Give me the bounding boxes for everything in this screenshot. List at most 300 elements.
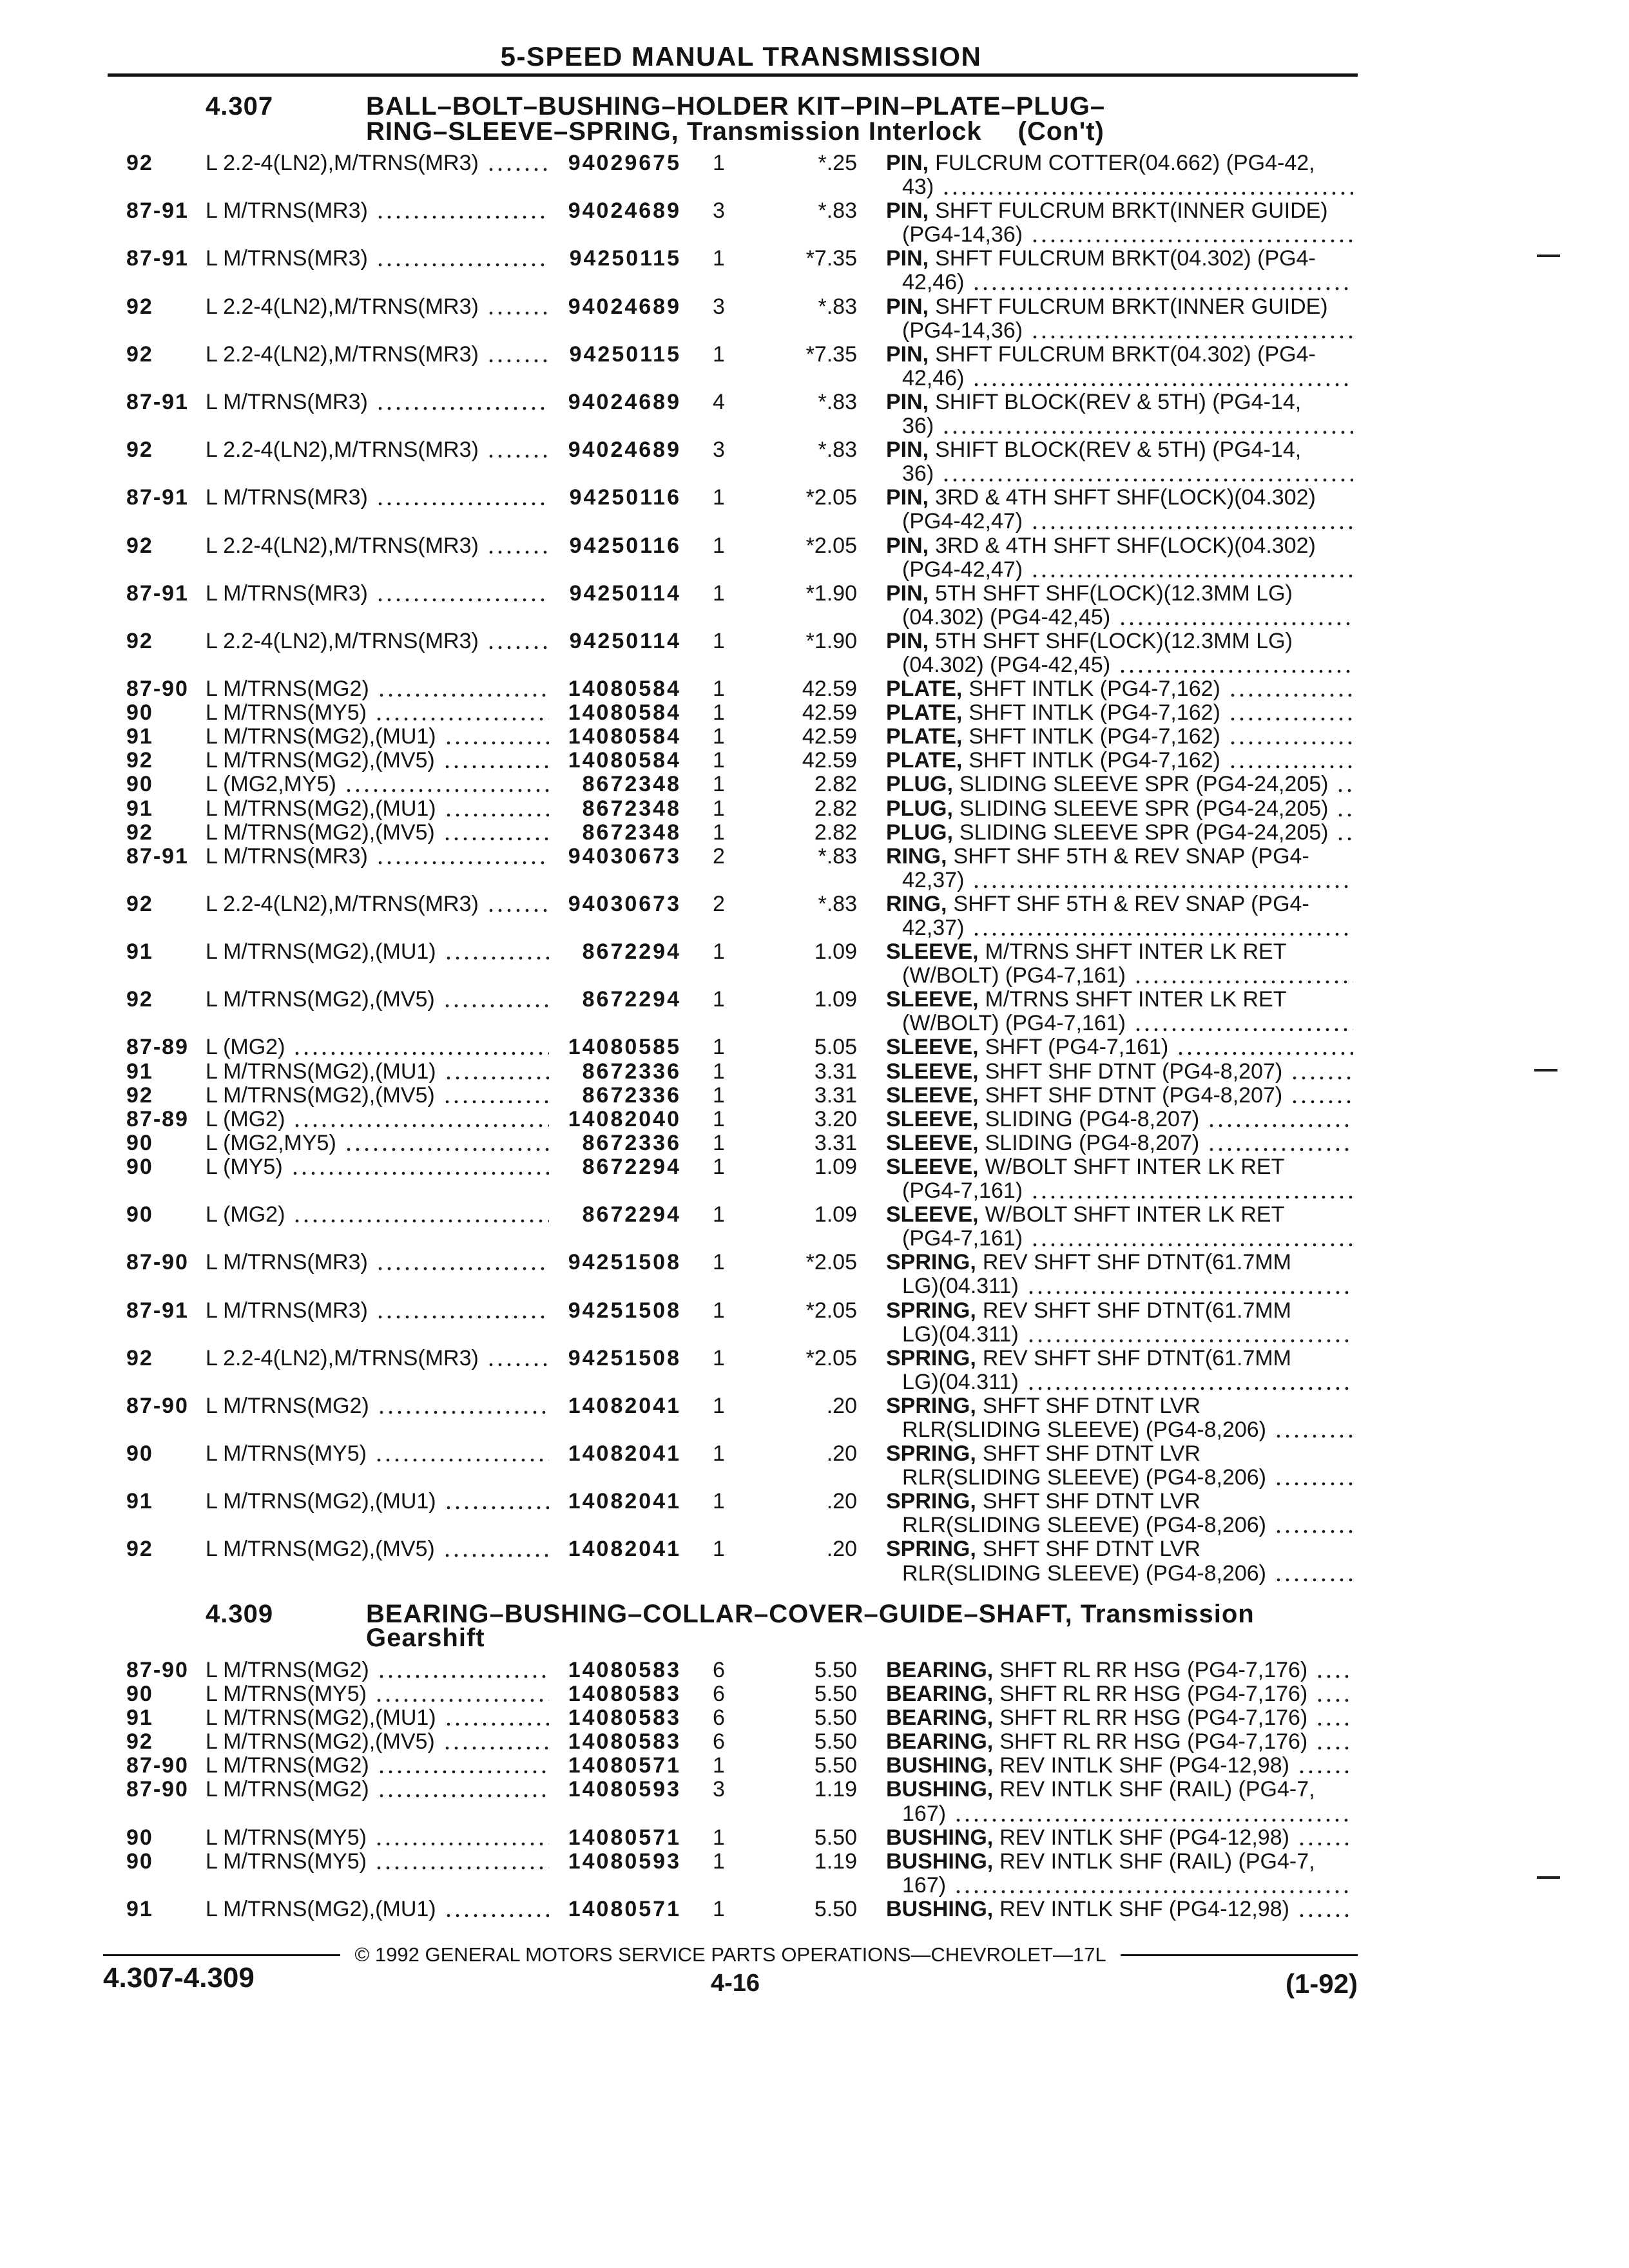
model-application [203, 534, 559, 558]
description-line [886, 1850, 1353, 1874]
quantity: 1 [713, 820, 725, 845]
model-application [203, 892, 559, 916]
part-number: 8672294 [582, 940, 681, 965]
dot-leader [1296, 1898, 1353, 1921]
dot-leader [374, 247, 549, 271]
description-continuation-line [886, 1418, 1353, 1442]
part-noun: SPRING, [886, 1537, 976, 1562]
part-row [126, 773, 1353, 796]
model-text: L (MY5) [206, 1155, 283, 1179]
part-noun: SLEEVE, [886, 1059, 979, 1084]
model-text: L M/TRNS(MG2),(MU1) [206, 1897, 436, 1921]
dot-leader [485, 534, 549, 558]
description-line [886, 199, 1353, 223]
description-continuation-line [886, 1514, 1353, 1537]
dot-leader [376, 1778, 549, 1802]
part-number: 94250114 [569, 581, 681, 606]
model-year: 91 [126, 1059, 153, 1084]
dot-leader [1314, 1706, 1353, 1730]
dot-leader [970, 367, 1353, 390]
quantity: 1 [713, 1131, 725, 1155]
price: *2.05 [805, 1298, 857, 1323]
part-number: 8672348 [582, 820, 681, 845]
description-continuation: 167) [902, 1873, 947, 1898]
description-text: SHFT SHF DTNT LVR [982, 1442, 1200, 1466]
part-description [857, 1706, 1353, 1730]
part-description [857, 1850, 1353, 1898]
part-row [126, 1706, 1353, 1730]
part-noun: PIN, [886, 151, 929, 175]
model-text: L M/TRNS(MG2),(MV5) [206, 1730, 435, 1754]
model-year: 87-90 [126, 1394, 189, 1418]
part-description [857, 773, 1353, 796]
part-description [857, 534, 1353, 582]
part-row [126, 295, 1353, 343]
part-row [126, 199, 1353, 247]
dot-leader [940, 462, 1353, 486]
description-line [886, 773, 1353, 796]
part-number: 94250115 [569, 342, 681, 367]
model-text: L M/TRNS(MG2) [206, 677, 369, 702]
part-noun: SPRING, [886, 1346, 976, 1370]
quantity: 1 [713, 629, 725, 653]
section-number: 4.309 [206, 1600, 274, 1628]
description-line [886, 725, 1353, 749]
model-text: L M/TRNS(MG2),(MU1) [206, 796, 436, 821]
dot-leader [952, 1802, 1353, 1826]
model-text: L 2.2-4(LN2),M/TRNS(MR3) [206, 629, 479, 653]
model-application [203, 438, 559, 462]
description-continuation-line [886, 175, 1353, 199]
dot-leader [940, 414, 1353, 438]
part-number: 14080571 [568, 1825, 681, 1850]
description-text: REV SHFT SHF DTNT(61.7MM [982, 1298, 1291, 1323]
part-description [857, 988, 1353, 1035]
model-application [203, 343, 559, 367]
quantity: 1 [713, 1107, 725, 1131]
description-line [886, 1898, 1353, 1921]
part-noun: SLEEVE, [886, 1131, 979, 1155]
dot-leader [373, 1682, 549, 1706]
price: 5.50 [814, 1897, 857, 1921]
part-noun: PIN, [886, 629, 929, 653]
price: 5.50 [814, 1730, 857, 1754]
quantity: 4 [713, 390, 725, 414]
dot-leader [374, 486, 549, 510]
price: 3.31 [814, 1083, 857, 1108]
model-application [203, 1394, 559, 1418]
model-text: L M/TRNS(MG2) [206, 1658, 369, 1682]
description-text: REV SHFT SHF DTNT(61.7MM [982, 1346, 1291, 1370]
model-year: 91 [126, 1897, 153, 1921]
quantity: 3 [713, 1778, 725, 1802]
model-year: 87-91 [126, 247, 189, 271]
description-text: REV INTLK SHF (RAIL) (PG4-7, [999, 1849, 1315, 1874]
part-row [126, 1682, 1353, 1706]
description-line [886, 1754, 1353, 1778]
part-number: 94250115 [569, 247, 681, 271]
part-number: 8672336 [582, 1083, 681, 1108]
model-year: 87-91 [126, 486, 189, 510]
model-year: 87-91 [126, 1298, 189, 1323]
description-text: SHFT SHF 5TH & REV SNAP (PG4- [953, 844, 1309, 869]
part-description [857, 725, 1353, 749]
dot-leader [1273, 1466, 1353, 1490]
description-text: REV INTLK SHF (PG4-12,98) [999, 1897, 1289, 1921]
price: 3.31 [814, 1059, 857, 1084]
dot-leader [441, 988, 549, 1012]
description-continuation: (PG4-7,161) [902, 1179, 1023, 1204]
part-noun: PIN, [886, 533, 929, 558]
description-line [886, 1394, 1353, 1418]
quantity: 1 [713, 151, 725, 175]
model-application [203, 845, 559, 869]
quantity: 1 [713, 988, 725, 1012]
dot-leader [1025, 1370, 1353, 1394]
part-noun: PLATE, [886, 701, 963, 726]
page-title: 5-SPEED MANUAL TRANSMISSION [500, 41, 982, 72]
model-year: 92 [126, 1083, 153, 1108]
part-row [126, 1730, 1353, 1754]
model-year: 92 [126, 1537, 153, 1562]
quantity: 1 [713, 701, 725, 726]
dot-leader [485, 438, 549, 462]
description-text: W/BOLT SHFT INTER LK RET [985, 1155, 1285, 1179]
quantity: 1 [713, 342, 725, 367]
dot-leader [374, 1299, 549, 1323]
model-year: 91 [126, 725, 153, 749]
quantity: 6 [713, 1658, 725, 1682]
dot-leader [952, 1874, 1353, 1898]
description-line [886, 988, 1353, 1012]
description-text: SHFT FULCRUM BRKT(04.302) (PG4- [935, 342, 1316, 367]
part-number: 94024689 [568, 390, 681, 414]
model-year: 87-90 [126, 1754, 189, 1778]
dot-leader [376, 1754, 549, 1778]
part-noun: PIN, [886, 342, 929, 367]
model-year: 92 [126, 151, 153, 175]
description-line [886, 247, 1353, 271]
price: *2.05 [805, 486, 857, 510]
quantity: 1 [713, 1298, 725, 1323]
description-line [886, 1347, 1353, 1370]
section-number: 4.307 [206, 92, 274, 120]
dot-leader [485, 151, 549, 175]
description-line [886, 701, 1353, 725]
part-row [126, 343, 1353, 390]
model-application [203, 1084, 559, 1108]
part-description [857, 821, 1353, 845]
description-continuation: (PG4-14,36) [902, 223, 1023, 247]
description-continuation-line [886, 462, 1353, 486]
quantity: 1 [713, 1155, 725, 1179]
part-description [857, 1251, 1353, 1298]
description-line [886, 892, 1353, 916]
model-application [203, 582, 559, 606]
description-continuation: 42,37) [902, 868, 965, 892]
description-line [886, 1299, 1353, 1323]
part-row [126, 1108, 1353, 1131]
dot-leader [1335, 797, 1353, 821]
model-text: L M/TRNS(MG2),(MU1) [206, 1490, 436, 1514]
part-row [126, 1826, 1353, 1850]
price: 1.19 [814, 1778, 857, 1802]
model-year: 87-89 [126, 1035, 189, 1060]
price: .20 [826, 1490, 857, 1514]
description-line [886, 1131, 1353, 1155]
model-year: 92 [126, 988, 153, 1012]
dot-leader [376, 677, 549, 701]
model-application [203, 1682, 559, 1706]
dot-leader [443, 725, 549, 749]
part-description [857, 582, 1353, 629]
part-number: 8672348 [582, 796, 681, 821]
section-title [366, 94, 1105, 144]
part-noun: PIN, [886, 438, 929, 463]
description-line [886, 582, 1353, 606]
price: 5.05 [814, 1035, 857, 1060]
dot-leader [443, 1898, 549, 1921]
part-row [126, 1394, 1353, 1442]
dot-leader [291, 1108, 549, 1131]
price: *2.05 [805, 1346, 857, 1370]
copyright-notice: © 1992 GENERAL MOTORS SERVICE PARTS OPERATIONS—CHEVROLET—17L [354, 1943, 1106, 1966]
dot-leader [1132, 964, 1353, 988]
model-text: L M/TRNS(MY5) [206, 1849, 367, 1874]
part-description [857, 845, 1353, 892]
description-continuation: LG)(04.311) [902, 1274, 1019, 1299]
quantity: 1 [713, 940, 725, 965]
model-text: L M/TRNS(MY5) [206, 701, 367, 726]
part-number: 14082041 [568, 1537, 681, 1562]
dot-leader [970, 869, 1353, 892]
model-year: 92 [126, 294, 153, 319]
description-text: SHFT RL RR HSG (PG4-7,176) [999, 1730, 1308, 1754]
price: *.83 [818, 844, 857, 869]
description-text: REV INTLK SHF (PG4-12,98) [999, 1754, 1289, 1778]
part-noun: BUSHING, [886, 1849, 994, 1874]
model-year: 90 [126, 1442, 153, 1466]
part-description [857, 343, 1353, 390]
description-continuation-line [886, 916, 1353, 940]
model-text: L M/TRNS(MG2),(MU1) [206, 1706, 436, 1731]
section-title-text: RING–SLEEVE–SPRING, Transmission Interlock [366, 117, 982, 146]
quantity: 1 [713, 1203, 725, 1227]
dot-leader [441, 1730, 549, 1754]
description-continuation-line [886, 558, 1353, 582]
part-row [126, 1203, 1353, 1251]
description-text: SHFT SHF DTNT (PG4-8,207) [985, 1083, 1283, 1108]
part-noun: SLEEVE, [886, 1107, 979, 1131]
dot-leader [373, 701, 549, 725]
description-continuation-line [886, 510, 1353, 533]
description-line [886, 1537, 1353, 1561]
model-text: L M/TRNS(MY5) [206, 1682, 367, 1707]
model-year: 87-90 [126, 1658, 189, 1682]
price: 1.19 [814, 1849, 857, 1874]
description-continuation: RLR(SLIDING SLEEVE) (PG4-8,206) [902, 1514, 1266, 1538]
description-continuation: 42,46) [902, 271, 965, 295]
description-text: SHFT RL RR HSG (PG4-7,176) [999, 1706, 1308, 1731]
part-row [126, 629, 1353, 677]
dot-leader [441, 1537, 549, 1561]
dot-leader [373, 1850, 549, 1874]
model-year: 91 [126, 1706, 153, 1731]
footer-rule-right [1121, 1954, 1358, 1956]
part-row [126, 845, 1353, 892]
price: *2.05 [805, 533, 857, 558]
description-continuation: (W/BOLT) (PG4-7,161) [902, 1012, 1126, 1036]
part-noun: PLUG, [886, 773, 953, 797]
description-continuation: (W/BOLT) (PG4-7,161) [902, 964, 1126, 988]
dot-leader [1025, 1323, 1353, 1347]
footer [103, 1962, 1358, 1999]
part-row [126, 1898, 1353, 1921]
dot-leader [1335, 773, 1353, 796]
part-number: 14080583 [568, 1682, 681, 1707]
description-line [886, 438, 1353, 462]
part-row [126, 1754, 1353, 1778]
price: 42.59 [802, 725, 857, 749]
description-continuation-line [886, 1562, 1353, 1586]
parts-list [126, 1658, 1353, 1921]
model-text: L (MG2) [206, 1107, 285, 1131]
description-continuation: (PG4-42,47) [902, 510, 1023, 534]
part-description [857, 390, 1353, 438]
description-text: 5TH SHFT SHF(LOCK)(12.3MM LG) [935, 581, 1293, 606]
price: .20 [826, 1442, 857, 1466]
part-description [857, 1131, 1353, 1155]
model-text: L 2.2-4(LN2),M/TRNS(MR3) [206, 294, 479, 319]
dot-leader [373, 1442, 549, 1466]
model-text: L M/TRNS(MG2),(MV5) [206, 749, 435, 773]
description-continuation-line [886, 414, 1353, 438]
model-text: L (MG2) [206, 1035, 285, 1060]
part-row [126, 892, 1353, 940]
price: .20 [826, 1394, 857, 1418]
price: 2.82 [814, 773, 857, 797]
part-number: 94250114 [569, 629, 681, 653]
dot-leader [376, 1658, 549, 1682]
part-number: 94024689 [568, 294, 681, 319]
dot-leader [374, 390, 549, 414]
dot-leader [1296, 1754, 1353, 1778]
section-title-line: BEARING–BUSHING–COLLAR–COVER–GUIDE–SHAFT, Transmission [366, 1600, 1255, 1628]
part-description [857, 438, 1353, 486]
quantity: 1 [713, 1059, 725, 1084]
description-text: SHFT SHF DTNT LVR [982, 1537, 1200, 1562]
description-line [886, 1658, 1353, 1682]
part-number: 14082041 [568, 1442, 681, 1466]
description-text: SLIDING (PG4-8,207) [985, 1107, 1200, 1131]
price: *.83 [818, 199, 857, 224]
part-number: 14080583 [568, 1706, 681, 1731]
part-row [126, 1251, 1353, 1298]
part-number: 94251508 [568, 1251, 681, 1275]
dot-leader [443, 1060, 549, 1084]
quantity: 3 [713, 199, 725, 224]
quantity: 1 [713, 1849, 725, 1874]
dot-leader [1029, 1227, 1353, 1251]
dot-leader [1227, 701, 1353, 725]
description-text: SHFT INTLK (PG4-7,162) [969, 725, 1220, 749]
part-noun: SPRING, [886, 1442, 976, 1466]
dot-leader [443, 1490, 549, 1514]
model-application [203, 701, 559, 725]
description-text: SLIDING (PG4-8,207) [985, 1131, 1200, 1155]
model-year: 87-90 [126, 1251, 189, 1275]
price: *.83 [818, 892, 857, 916]
description-text: SHFT RL RR HSG (PG4-7,176) [999, 1658, 1308, 1682]
part-noun: SPRING, [886, 1394, 976, 1418]
model-application [203, 1299, 559, 1323]
dot-leader [1296, 1826, 1353, 1850]
model-text: L M/TRNS(MG2),(MV5) [206, 1537, 435, 1562]
part-number: 14080571 [568, 1897, 681, 1921]
part-description [857, 199, 1353, 247]
quantity: 6 [713, 1682, 725, 1707]
part-number: 8672294 [582, 1155, 681, 1179]
description-text: W/BOLT SHFT INTER LK RET [985, 1203, 1285, 1227]
part-noun: SLEEVE, [886, 1083, 979, 1108]
quantity: 1 [713, 1442, 725, 1466]
part-description [857, 1060, 1353, 1084]
part-number: 8672348 [582, 773, 681, 797]
part-row [126, 821, 1353, 845]
description-line [886, 486, 1353, 510]
description-continuation-line [886, 1012, 1353, 1035]
part-row [126, 988, 1353, 1035]
dot-leader [1227, 749, 1353, 773]
description-line [886, 1706, 1353, 1730]
description-continuation-line [886, 1179, 1353, 1203]
quantity: 1 [713, 486, 725, 510]
part-noun: PLATE, [886, 749, 963, 773]
parts-list [126, 151, 1353, 1586]
model-text: L M/TRNS(MG2) [206, 1778, 369, 1802]
model-year: 91 [126, 940, 153, 965]
margin-mark [1534, 1069, 1557, 1072]
description-text: 5TH SHFT SHF(LOCK)(12.3MM LG) [935, 629, 1293, 653]
description-text: SHFT RL RR HSG (PG4-7,176) [999, 1682, 1308, 1707]
part-number: 14080583 [568, 1658, 681, 1682]
model-text: L M/TRNS(MR3) [206, 247, 368, 271]
quantity: 6 [713, 1730, 725, 1754]
part-number: 14080593 [568, 1778, 681, 1802]
model-year: 90 [126, 1131, 153, 1155]
part-noun: BEARING, [886, 1730, 994, 1754]
model-text: L (MG2) [206, 1203, 285, 1227]
part-number: 94030673 [568, 844, 681, 869]
part-description [857, 892, 1353, 940]
dot-leader [441, 821, 549, 845]
part-noun: PIN, [886, 199, 929, 224]
model-application [203, 1850, 559, 1874]
description-continuation-line [886, 319, 1353, 343]
model-application [203, 199, 559, 223]
model-application [203, 940, 559, 964]
model-application [203, 1060, 559, 1084]
part-row [126, 1299, 1353, 1347]
price: 42.59 [802, 701, 857, 726]
dot-leader [1335, 821, 1353, 845]
model-text: L 2.2-4(LN2),M/TRNS(MR3) [206, 342, 479, 367]
dot-leader [940, 175, 1353, 199]
dot-leader [1117, 653, 1353, 677]
dot-leader [485, 892, 549, 916]
description-continuation-line [886, 869, 1353, 892]
description-line [886, 1730, 1353, 1754]
